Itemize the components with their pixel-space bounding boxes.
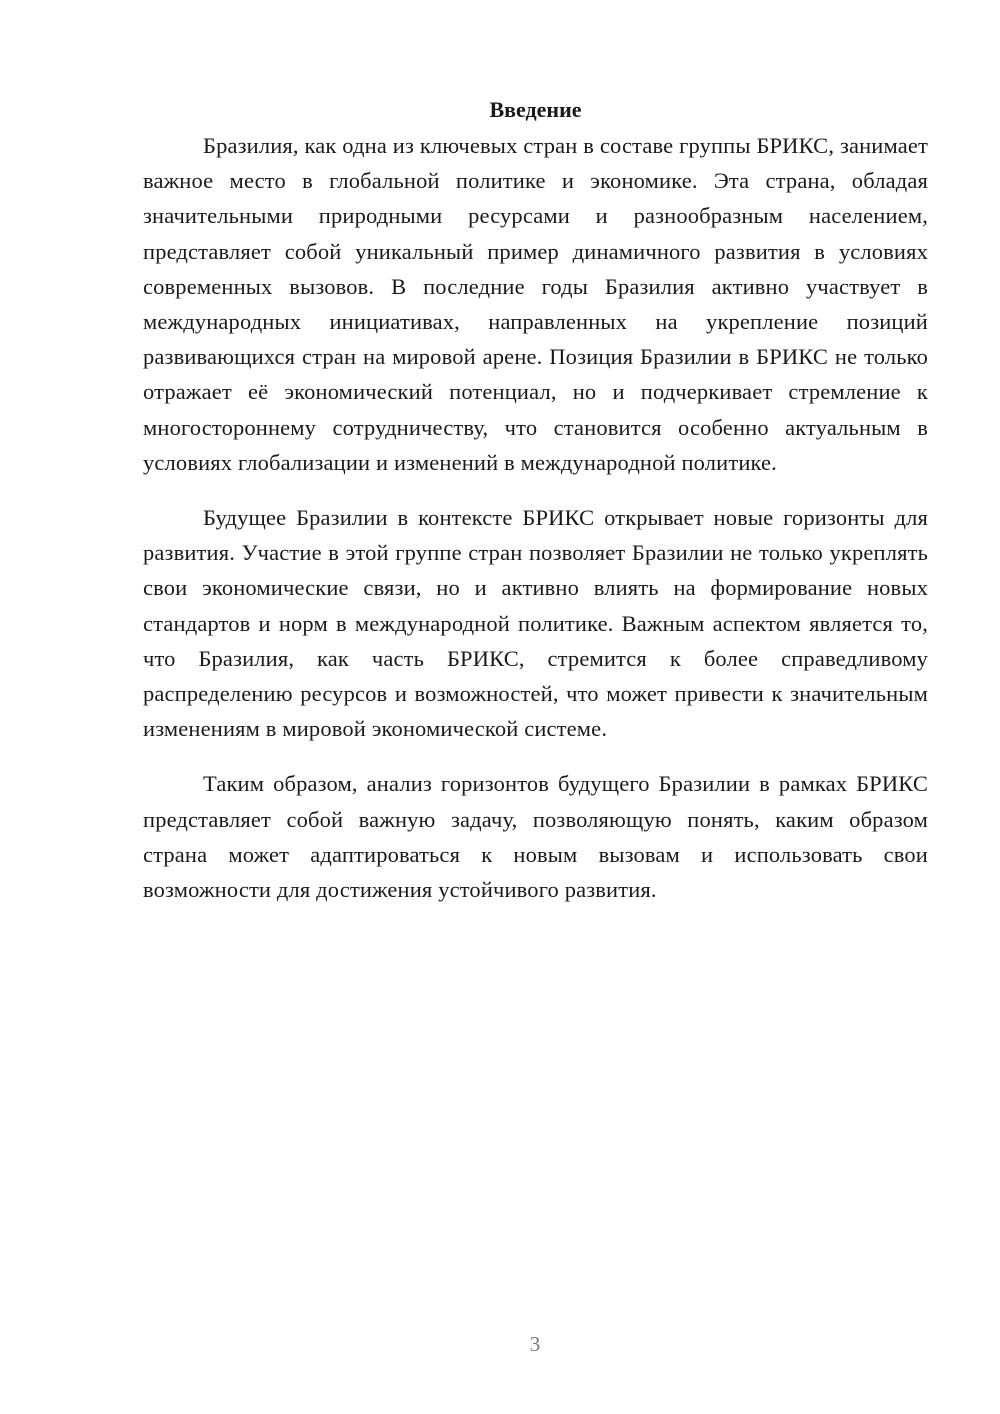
page-number: 3 — [529, 1332, 541, 1356]
paragraph-3: Таким образом, анализ горизонтов будущего Бразилии в рамках БРИКС представляет собой важную задачу, позволяющую понять, каким образом страна может адаптироваться к новым вызовам и использовать свои возможности для достижения устойчивого развития. — [143, 771, 928, 903]
page-content — [143, 92, 928, 907]
section-heading: Введение — [489, 97, 582, 122]
paragraph-1: Бразилия, как одна из ключевых стран в составе группы БРИКС, занимает важное место в глобальной политике и экономике. Эта страна, обладая значительными природными ресурсами и разнообразным населением, представляет собой уникальный пример динамичного развития в условиях современных вызовов. В последние годы Бразилия активно участвует в международных инициативах, направленных на укрепление позиций развивающихся стран на мировой арене. Позиция Бразилии в БРИКС не только отражает её экономический потенциал, но и подчеркивает стремление к многостороннему сотрудничеству, что становится особенно актуальным в условиях глобализации и изменений в международной политике. — [143, 133, 928, 475]
paragraph-2: Будущее Бразилии в контексте БРИКС открывает новые горизонты для развития. Участие в этой группе стран позволяет Бразилии не только укреплять свои экономические связи, но и активно влиять на формирование новых стандартов и норм в международной политике. Важным аспектом является то, что Бразилия, как часть БРИКС, стремится к более справедливому распределению ресурсов и возможностей, что может привести к значительным изменениям в мировой экономической системе. — [143, 505, 928, 742]
